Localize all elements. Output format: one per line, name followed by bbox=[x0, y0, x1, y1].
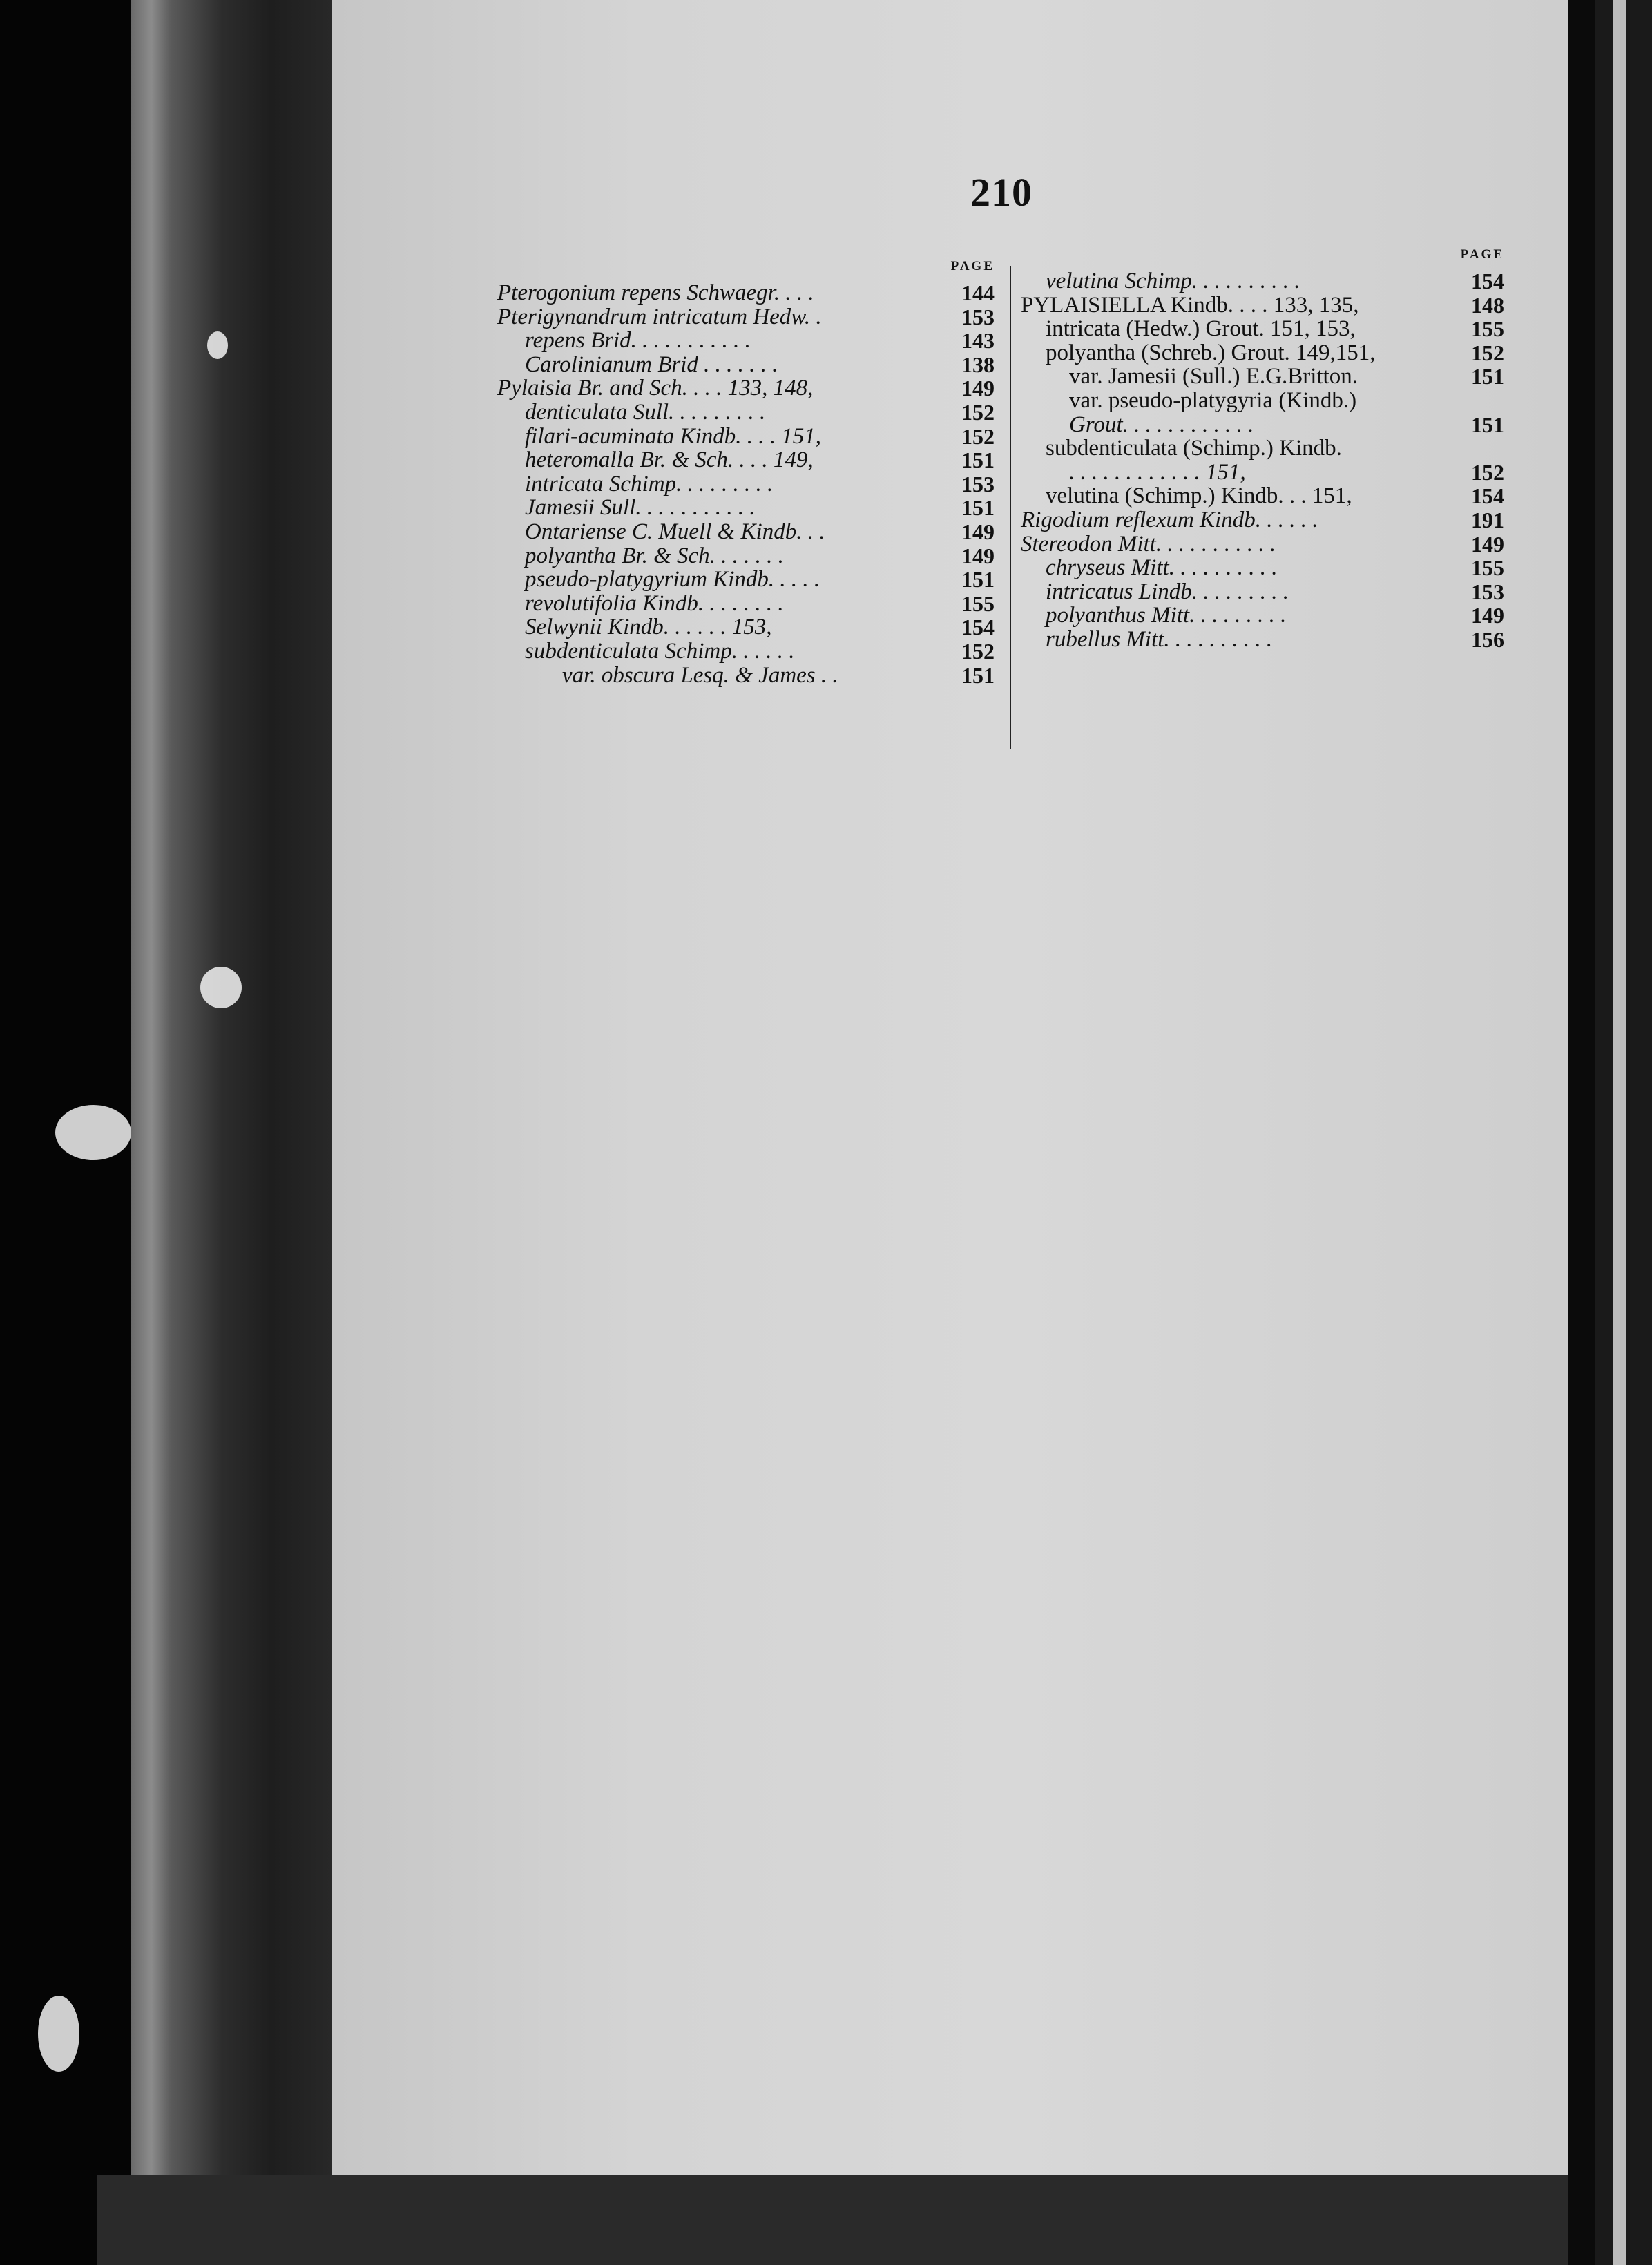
entry-pages: 151 bbox=[961, 447, 995, 473]
entry-name: subdenticulata (Schimp.) Kindb. bbox=[1046, 436, 1342, 461]
index-entry bbox=[497, 568, 995, 592]
entry-pages: 148 bbox=[1471, 292, 1504, 318]
index-entry bbox=[497, 281, 995, 305]
entry-name: intricatus Lindb. . . . . . . . . bbox=[1046, 579, 1289, 604]
entry-name: repens Brid. . . . . . . . . . . bbox=[525, 328, 751, 354]
entry-pages: 151 bbox=[961, 567, 995, 592]
entry-name: Pylaisia Br. and Sch. . . . 133, 148, bbox=[497, 376, 814, 401]
entry-pages: 143 bbox=[961, 328, 995, 354]
entry-pages: 152 bbox=[961, 399, 995, 425]
entry-pages: 151 bbox=[1471, 364, 1504, 389]
entry-pages: 149 bbox=[961, 543, 995, 568]
entry-pages: 149 bbox=[1471, 603, 1504, 628]
dust-speck bbox=[200, 967, 242, 1008]
column-header: PAGE bbox=[950, 259, 995, 273]
index-entry bbox=[1021, 532, 1504, 557]
entry-name: chryseus Mitt. . . . . . . . . . bbox=[1046, 555, 1278, 581]
entry-pages: 151 bbox=[961, 495, 995, 521]
entry-name: intricata Schimp. . . . . . . . . bbox=[525, 471, 774, 497]
entry-name: denticulata Sull. . . . . . . . . bbox=[525, 399, 766, 425]
book-spine-shadow bbox=[131, 0, 332, 2265]
entry-name: Rigodium reflexum Kindb. . . . . . bbox=[1021, 507, 1318, 532]
index-entry bbox=[497, 353, 995, 377]
index-entry bbox=[1021, 293, 1504, 318]
next-page-edge bbox=[1613, 0, 1626, 2265]
entry-pages: 154 bbox=[961, 615, 995, 640]
page-number: 210 bbox=[970, 170, 1032, 215]
index-entry bbox=[1021, 484, 1504, 508]
index-entry bbox=[497, 544, 995, 568]
index-entry bbox=[1021, 389, 1504, 413]
entry-name: Pterogonium repens Schwaegr. . . . bbox=[497, 280, 814, 305]
index-entry bbox=[1021, 413, 1504, 437]
entry-pages: 153 bbox=[961, 471, 995, 497]
entry-pages: 154 bbox=[1471, 483, 1504, 509]
index-entry bbox=[497, 425, 995, 449]
entry-pages: 152 bbox=[1471, 340, 1504, 365]
index-entry bbox=[1021, 604, 1504, 628]
entry-name: polyanthus Mitt. . . . . . . . . bbox=[1046, 603, 1287, 628]
dust-speck bbox=[207, 331, 228, 359]
entry-name: Carolinianum Brid . . . . . . . bbox=[525, 351, 778, 377]
entry-pages: 138 bbox=[961, 351, 995, 377]
entry-pages: 149 bbox=[961, 519, 995, 544]
index-entry bbox=[497, 520, 995, 544]
index-entry bbox=[1021, 556, 1504, 580]
entry-pages: 151 bbox=[961, 662, 995, 688]
index-entry bbox=[497, 592, 995, 616]
entry-pages: 149 bbox=[1471, 531, 1504, 557]
index-entry bbox=[497, 401, 995, 425]
scan-border-right bbox=[1568, 0, 1595, 2265]
index-entry bbox=[1021, 580, 1504, 604]
index-entry bbox=[497, 639, 995, 664]
entry-pages: 144 bbox=[961, 280, 995, 305]
entry-name: Ontariense C. Muell & Kindb. . . bbox=[525, 519, 825, 544]
index-entry bbox=[1021, 508, 1504, 532]
entry-pages: 191 bbox=[1471, 507, 1504, 532]
entry-pages: 154 bbox=[1471, 269, 1504, 293]
entry-name: rubellus Mitt. . . . . . . . . . bbox=[1046, 626, 1273, 652]
entry-name: Jamesii Sull. . . . . . . . . . . bbox=[525, 495, 756, 521]
index-entry bbox=[497, 496, 995, 520]
entry-name: heteromalla Br. & Sch. . . . 149, bbox=[525, 447, 814, 473]
entry-pages: 156 bbox=[1471, 626, 1504, 652]
index-entry bbox=[1021, 461, 1504, 485]
entry-name: velutina (Schimp.) Kindb. . . 151, bbox=[1046, 483, 1352, 509]
index-column-left bbox=[497, 259, 995, 687]
entry-name: var. Jamesii (Sull.) E.G.Britton. bbox=[1069, 364, 1358, 389]
entry-pages: 153 bbox=[1471, 579, 1504, 604]
entry-name: revolutifolia Kindb. . . . . . . . bbox=[525, 590, 784, 616]
entry-name: polyantha Br. & Sch. . . . . . . bbox=[525, 543, 784, 568]
entry-name: var. pseudo-platygyria (Kindb.) bbox=[1069, 387, 1357, 413]
index-entry bbox=[1021, 628, 1504, 652]
entry-name: . . . . . . . . . . . . 151, bbox=[1069, 459, 1246, 485]
index-entry bbox=[1021, 269, 1504, 293]
entry-name: PYLAISIELLA Kindb. . . . 133, 135, bbox=[1021, 292, 1359, 318]
entry-name: pseudo-platygyrium Kindb. . . . . bbox=[525, 567, 820, 592]
entry-pages: 155 bbox=[961, 590, 995, 616]
dust-speck bbox=[55, 1105, 131, 1160]
index-entry bbox=[497, 329, 995, 353]
index-entry bbox=[1021, 365, 1504, 389]
entry-pages: 155 bbox=[1471, 316, 1504, 342]
index-entry bbox=[1021, 341, 1504, 365]
entry-name: Selwynii Kindb. . . . . . 153, bbox=[525, 615, 772, 640]
entry-name: polyantha (Schreb.) Grout. 149,151, bbox=[1046, 340, 1376, 365]
index-entry bbox=[1021, 436, 1504, 461]
index-entry bbox=[497, 615, 995, 639]
index-entry bbox=[497, 472, 995, 497]
dust-speck bbox=[38, 1996, 79, 2072]
entry-name: Pterigynandrum intricatum Hedw. . bbox=[497, 304, 822, 329]
index-entry bbox=[497, 376, 995, 401]
entry-pages: 153 bbox=[961, 304, 995, 329]
index-column-right bbox=[1021, 247, 1504, 652]
entry-pages: 149 bbox=[961, 376, 995, 401]
index-entry bbox=[497, 448, 995, 472]
entry-pages: 155 bbox=[1471, 555, 1504, 581]
entry-name: intricata (Hedw.) Grout. 151, 153, bbox=[1046, 316, 1356, 342]
entry-name: velutina Schimp. . . . . . . . . . bbox=[1046, 269, 1300, 293]
entry-pages: 152 bbox=[961, 638, 995, 664]
entry-pages: 151 bbox=[1471, 412, 1504, 437]
entry-pages: 152 bbox=[1471, 459, 1504, 485]
entry-name: Stereodon Mitt. . . . . . . . . . . bbox=[1021, 531, 1276, 557]
index-entry bbox=[1021, 317, 1504, 341]
index-entry bbox=[497, 664, 995, 688]
index-entry bbox=[497, 305, 995, 329]
entry-pages: 152 bbox=[961, 423, 995, 449]
entry-name: var. obscura Lesq. & James . . bbox=[562, 662, 838, 688]
scan-border-bottom bbox=[97, 2175, 1568, 2265]
entry-name: filari-acuminata Kindb. . . . 151, bbox=[525, 423, 821, 449]
entry-name: Grout. . . . . . . . . . . . bbox=[1069, 412, 1254, 437]
column-divider bbox=[1010, 266, 1011, 749]
entry-name: subdenticulata Schimp. . . . . . bbox=[525, 638, 795, 664]
column-header: PAGE bbox=[1460, 247, 1504, 262]
